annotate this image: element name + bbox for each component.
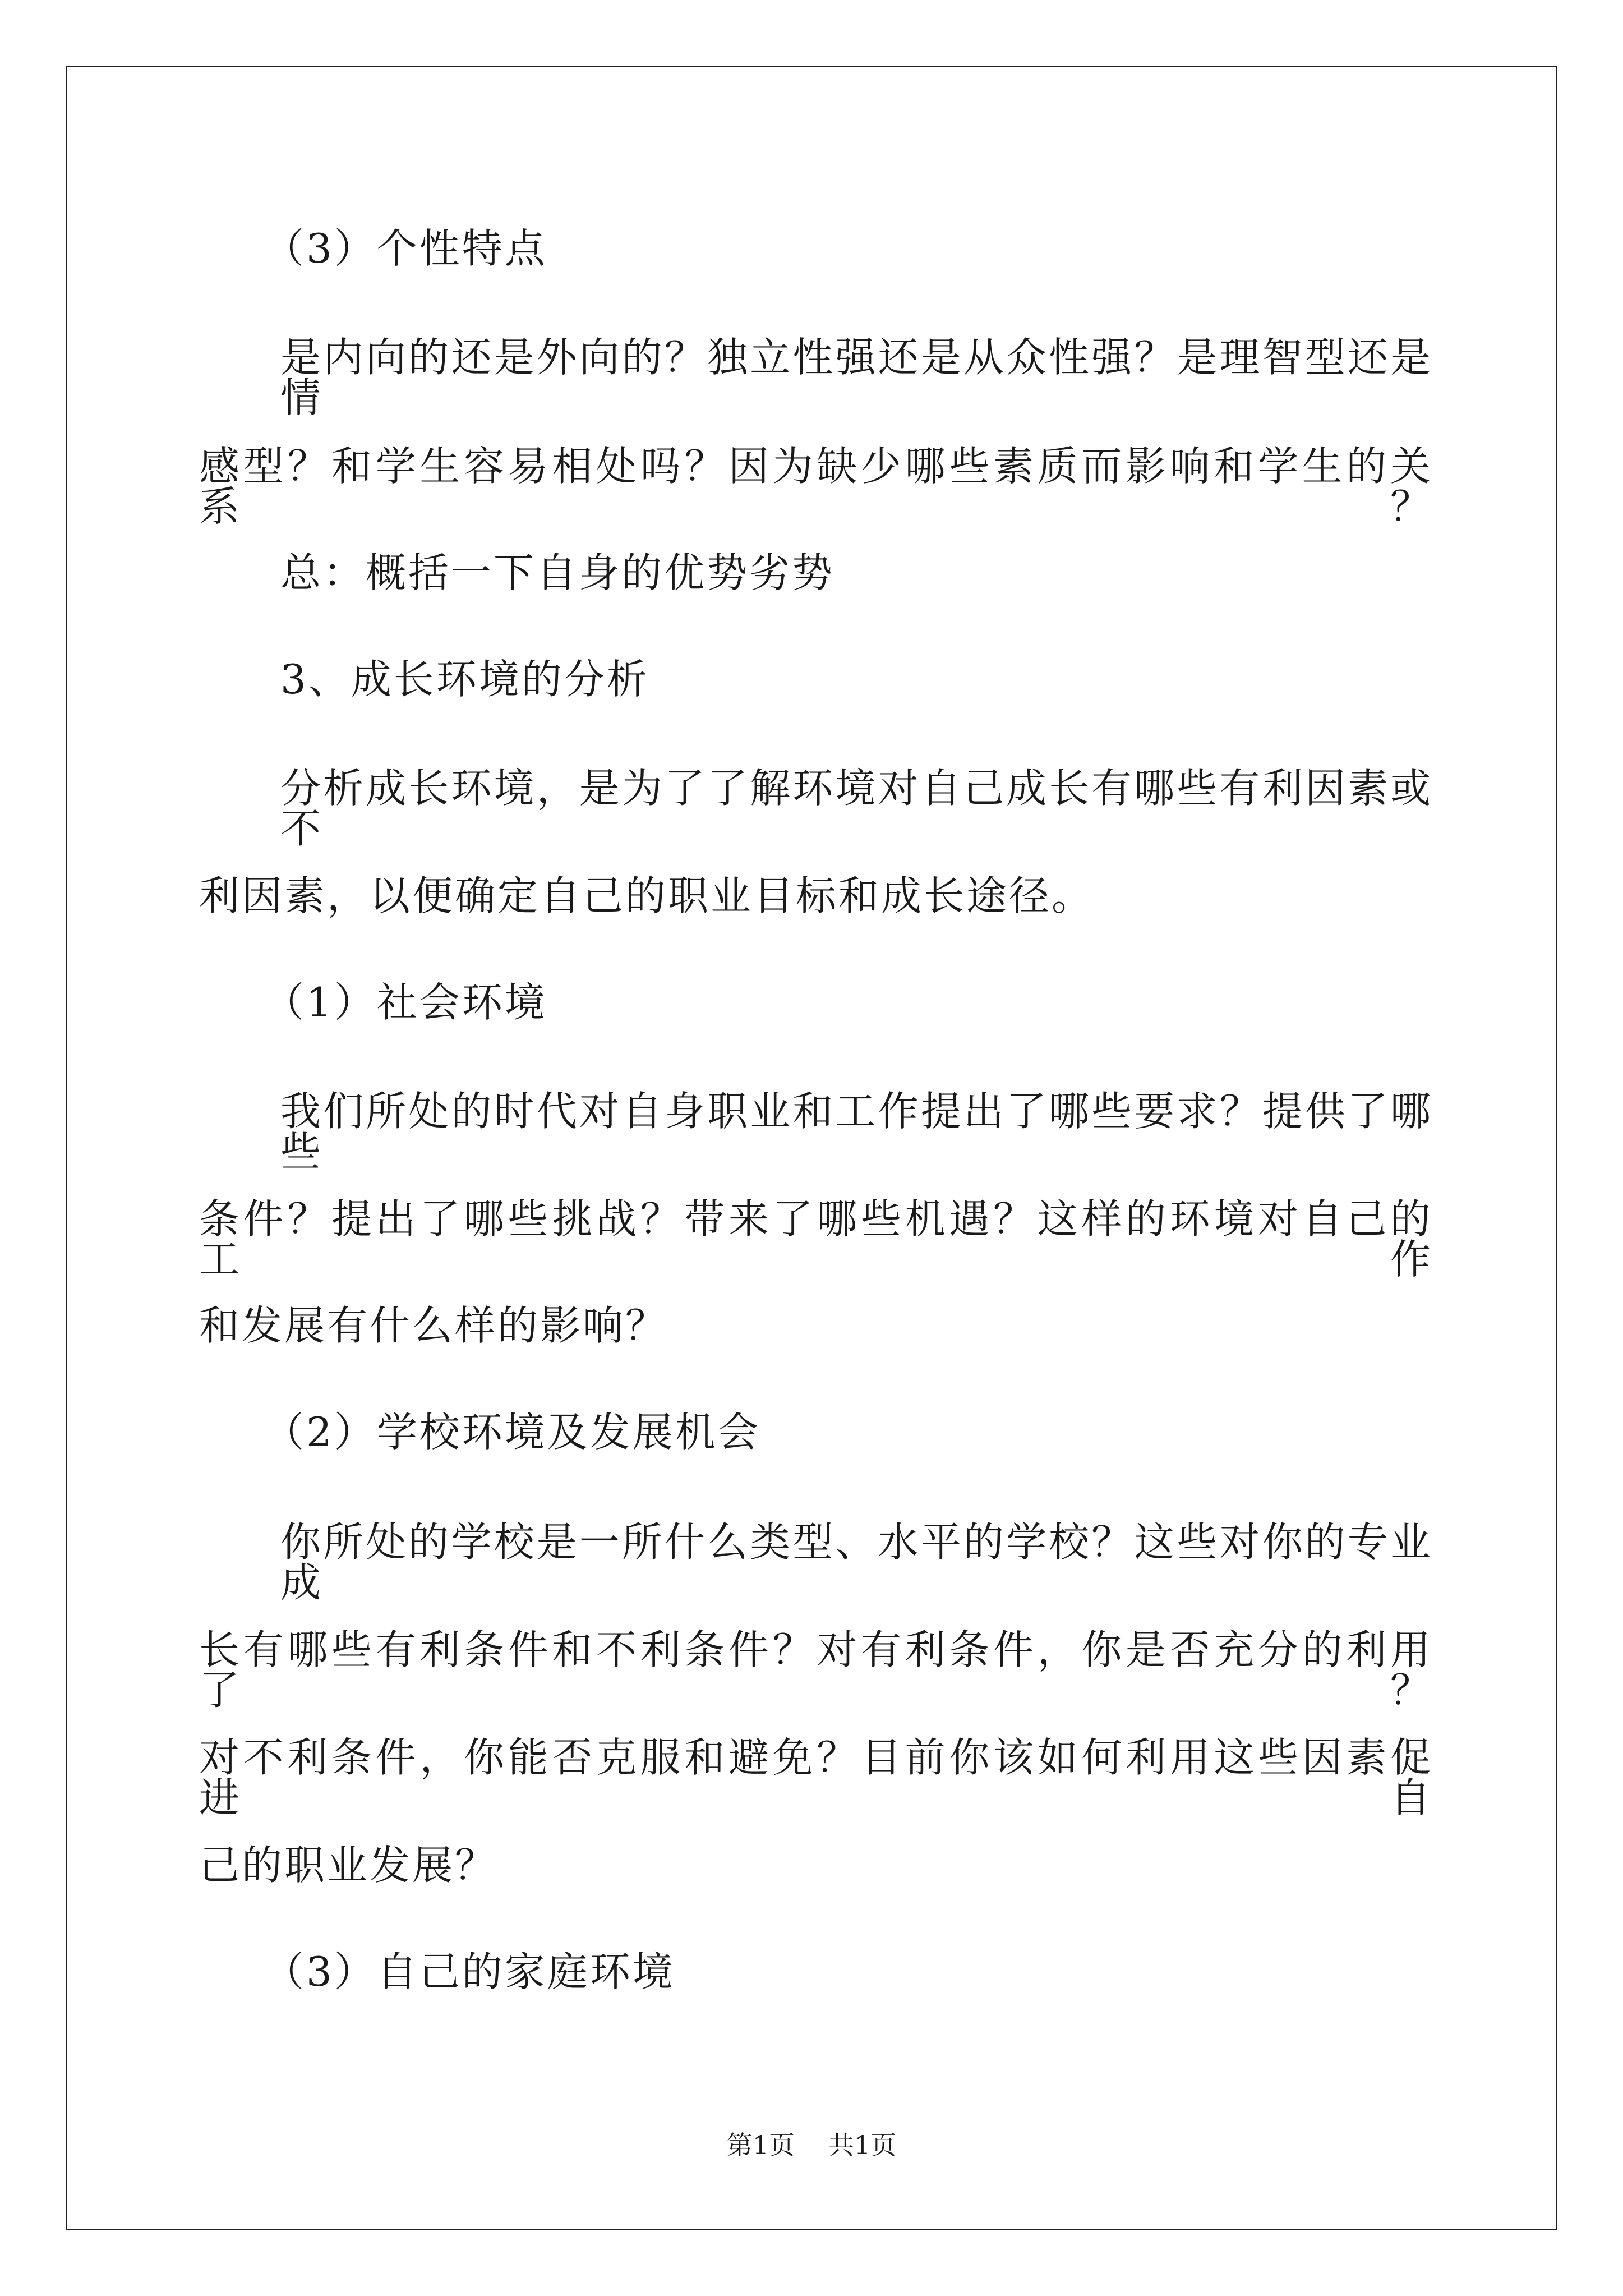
paragraph-line: 长有哪些有利条件和不利条件？对有利条件，你是否充分的利用了？	[199, 1626, 1433, 1714]
paragraph-line: 和发展有什么样的影响？	[199, 1302, 668, 1349]
paragraph-line: 条件？提出了哪些挑战？带来了哪些机遇？这样的环境对自己的工作	[199, 1195, 1433, 1283]
page-total: 共1页	[828, 2130, 897, 2160]
subheading-family: （3）自己的家庭环境	[264, 1948, 675, 1995]
paragraph-line: 己的职业发展？	[199, 1842, 498, 1889]
paragraph-line: 分析成长环境，是为了了解环境对自己成长有哪些有利因素或不	[280, 765, 1433, 852]
page-footer	[0, 2125, 1623, 2162]
paragraph-line: 我们所处的时代对自身职业和工作提出了哪些要求？提供了哪些	[280, 1088, 1433, 1175]
paragraph-line: 利因素，以便确定自己的职业目标和成长途径。	[199, 872, 1095, 919]
paragraph-line: 你所处的学校是一所什么类型、水平的学校？这些对你的专业成	[280, 1519, 1433, 1606]
summary-line: 总：概括一下自身的优势劣势	[280, 549, 835, 596]
subheading-social: （1）社会环境	[264, 979, 547, 1026]
paragraph-line: 感型？和学生容易相处吗？因为缺少哪些素质而影响和学生的关系？	[199, 443, 1433, 530]
paragraph-line: 对不利条件，你能否克服和避免？目前你该如何利用这些因素促进自	[199, 1734, 1433, 1821]
paragraph-line: 是内向的还是外向的？独立性强还是从众性强？是理智型还是情	[280, 334, 1433, 421]
page-number: 第1页	[726, 2130, 795, 2160]
subheading-school: （2）学校环境及发展机会	[264, 1409, 760, 1456]
section-heading: 3、成长环境的分析	[280, 656, 649, 703]
heading-personality: （3）个性特点	[264, 225, 547, 272]
